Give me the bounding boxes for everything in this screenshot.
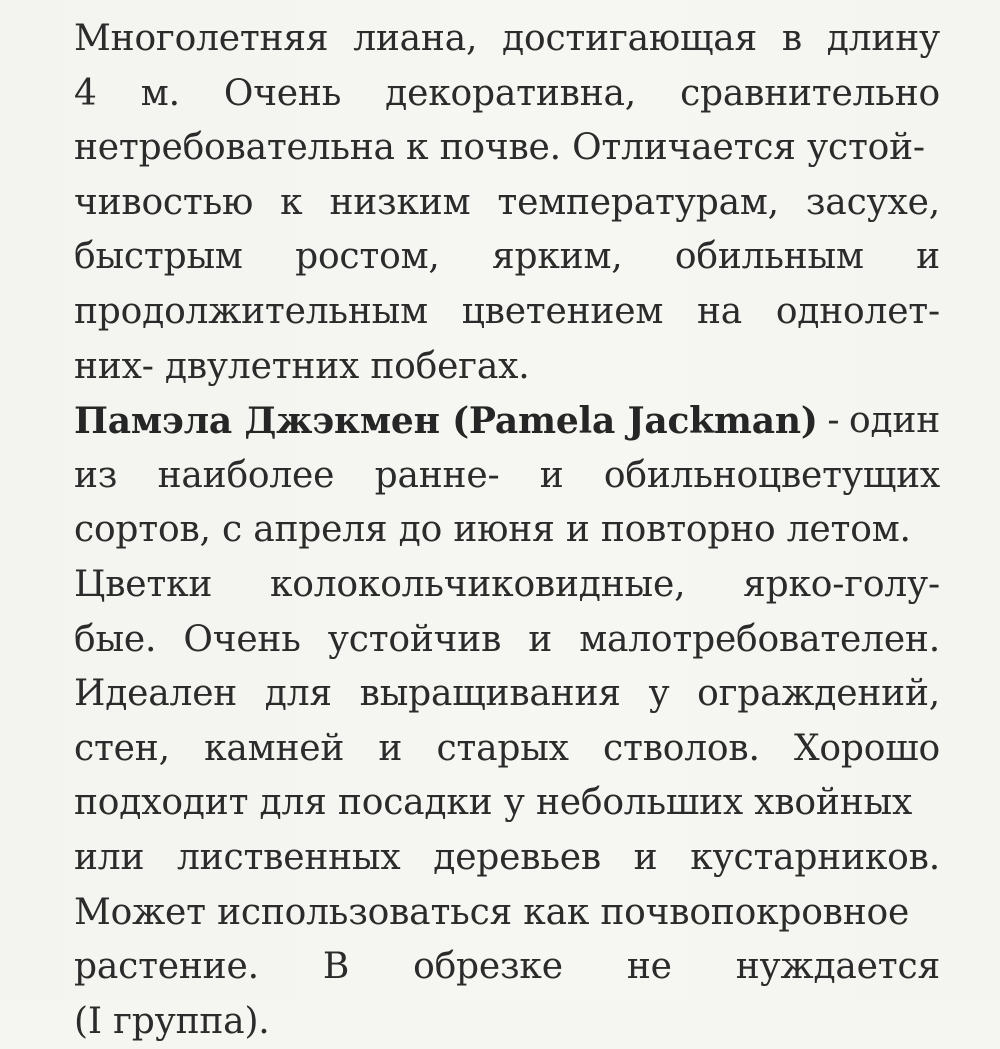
word: деревьев bbox=[433, 836, 601, 878]
word: обрезке bbox=[413, 946, 563, 988]
word: растение. bbox=[74, 946, 259, 988]
word: лиственных bbox=[177, 836, 401, 878]
word: наиболее bbox=[157, 454, 335, 496]
text-line bbox=[74, 285, 940, 340]
text-line bbox=[74, 667, 940, 722]
text-line bbox=[74, 613, 940, 668]
word: быстрым bbox=[74, 236, 243, 278]
word: для bbox=[264, 673, 332, 715]
word: продолжительным bbox=[74, 290, 428, 332]
word: стволов. bbox=[603, 727, 760, 769]
word: обильноцветущих bbox=[603, 454, 940, 496]
word: обильным bbox=[674, 236, 864, 278]
word: ростом, bbox=[295, 236, 440, 278]
word: и bbox=[916, 236, 940, 278]
word: ярким, bbox=[492, 236, 623, 278]
word: температурам, bbox=[497, 181, 779, 223]
text-line bbox=[74, 558, 940, 613]
word: низким bbox=[329, 181, 471, 223]
text-line: сортов, с апреля до июня и повторно летом. bbox=[74, 509, 911, 551]
word: камней bbox=[204, 727, 345, 769]
word: кустарников. bbox=[690, 836, 940, 878]
word: колокольчиковидные, bbox=[269, 563, 686, 605]
word: и bbox=[378, 727, 403, 769]
word: Хорошо bbox=[793, 727, 940, 769]
text-line: Может использоваться как почвопокровное bbox=[74, 891, 910, 933]
word: на bbox=[696, 290, 743, 332]
text-line bbox=[74, 394, 940, 449]
word: Очень bbox=[223, 72, 342, 114]
word: выращивания bbox=[359, 673, 621, 715]
text-line bbox=[74, 722, 940, 777]
word: ограждений, bbox=[697, 673, 940, 715]
text-line bbox=[74, 230, 940, 285]
word: достигающая bbox=[502, 18, 758, 59]
word: Цветки bbox=[74, 563, 213, 605]
word: Многолетняя bbox=[74, 18, 329, 59]
word: и bbox=[539, 454, 564, 496]
word: бые. bbox=[74, 618, 157, 660]
word: старых bbox=[436, 727, 569, 769]
word: 4 bbox=[74, 72, 97, 114]
word: и bbox=[528, 618, 553, 660]
text-line bbox=[74, 67, 940, 122]
variety-name: Памэла Джэкмен (Pamela Jackman) bbox=[74, 400, 818, 443]
word: м. bbox=[140, 72, 180, 114]
word: чивостью bbox=[74, 181, 254, 223]
text-line bbox=[74, 831, 940, 886]
text-line bbox=[74, 449, 940, 504]
word: у bbox=[648, 673, 670, 715]
word: или bbox=[74, 836, 145, 878]
word: засухе, bbox=[805, 181, 940, 223]
word: длину bbox=[826, 18, 940, 59]
word: сравнительно bbox=[680, 72, 940, 114]
text-line: подходит для посадки у небольших хвойных bbox=[74, 782, 913, 824]
text-line: них- двулетних побегах. bbox=[74, 345, 530, 387]
word: из bbox=[74, 454, 118, 496]
word: устойчив bbox=[327, 618, 502, 660]
word: декоративна, bbox=[385, 72, 637, 114]
word: Очень bbox=[183, 618, 301, 660]
word: ярко-голу- bbox=[743, 563, 940, 605]
word: Идеален bbox=[74, 673, 238, 715]
text-line bbox=[74, 176, 940, 231]
word: к bbox=[280, 181, 303, 223]
text-line: нетребовательна к почве. Отличается устой- bbox=[74, 127, 925, 169]
word: однолет- bbox=[775, 290, 940, 332]
text-line bbox=[74, 12, 940, 67]
word: малотребователен. bbox=[579, 618, 940, 660]
word: В bbox=[322, 946, 350, 988]
word: и bbox=[633, 836, 658, 878]
word: ранне- bbox=[374, 454, 500, 496]
word: - bbox=[827, 400, 840, 442]
word: один bbox=[848, 400, 940, 442]
word: нуждается bbox=[735, 946, 940, 988]
word: цветением bbox=[461, 290, 664, 332]
word: в bbox=[781, 18, 802, 59]
text-line bbox=[74, 940, 940, 995]
description-text bbox=[74, 12, 940, 1049]
word: не bbox=[626, 946, 672, 988]
word: лиана, bbox=[353, 18, 478, 59]
word: стен, bbox=[74, 727, 170, 769]
text-line: (I группа). bbox=[74, 1000, 270, 1042]
